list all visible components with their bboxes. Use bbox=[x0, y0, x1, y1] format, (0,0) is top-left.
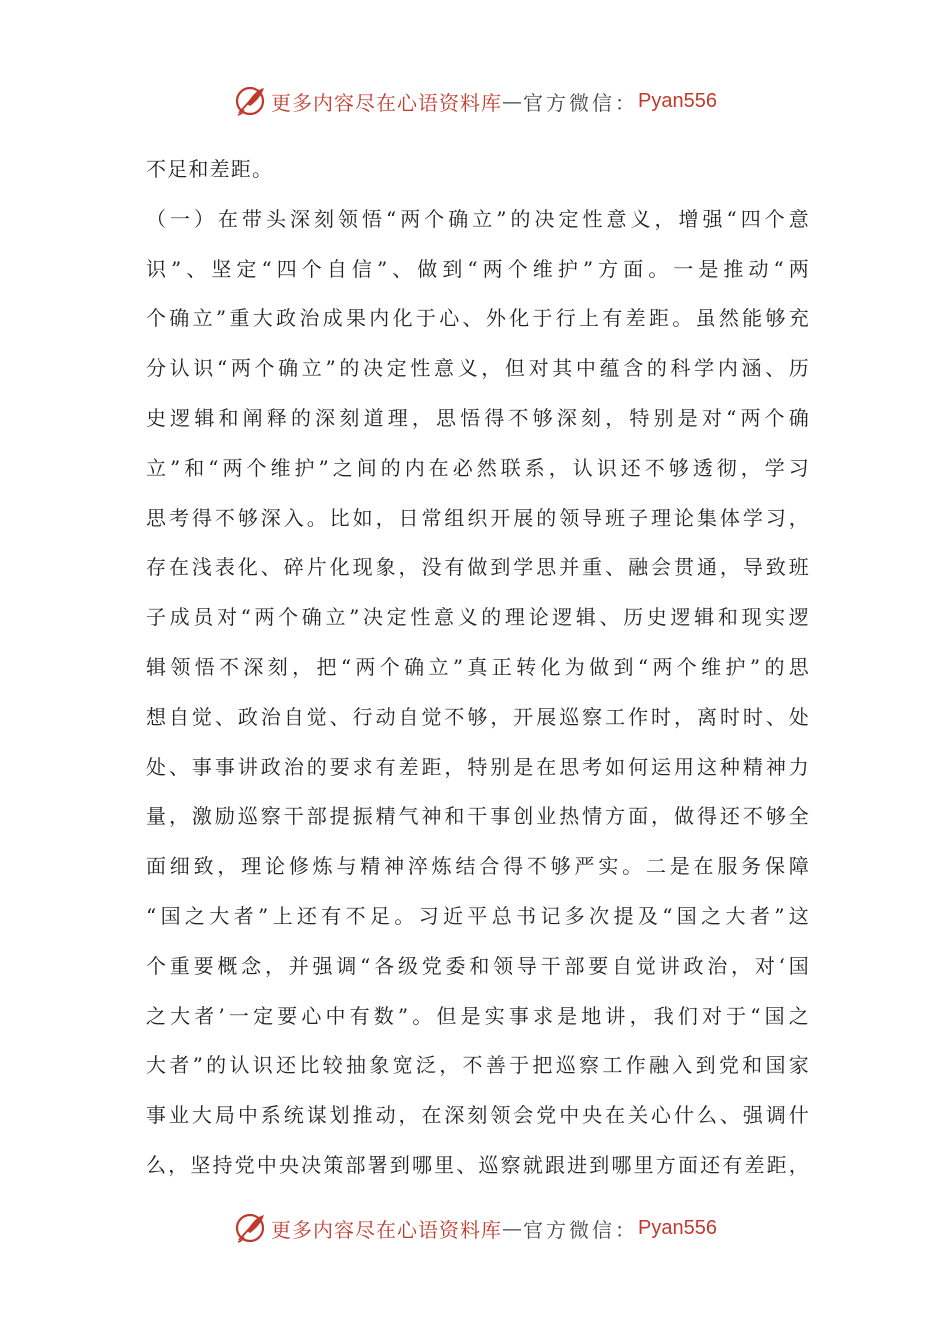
text-line: 思考得不够深入。比如，日常组织开展的领导班子理论集体学习， bbox=[146, 505, 810, 530]
text-line: 事业大局中系统谋划推动，在深刻领会党中央在关心什么、强调什 bbox=[146, 1103, 810, 1128]
quill-logo-icon bbox=[233, 84, 267, 118]
text-line: 辑领悟不深刻，把“两个确立”真正转化为做到“两个维护”的思 bbox=[146, 654, 810, 679]
text-line: 量，激励巡察干部提振精气神和干事创业热情方面，做得还不够全 bbox=[146, 804, 810, 829]
text-line: 识”、坚定“四个自信”、做到“两个维护”方面。一是推动“两 bbox=[146, 256, 810, 281]
text-line: 么，坚持党中央决策部署到哪里、巡察就跟进到哪里方面还有差距， bbox=[146, 1152, 810, 1177]
header-banner bbox=[0, 84, 950, 118]
library-name: 更多内容尽在心语资料库 bbox=[271, 90, 503, 115]
text-line: 处、事事讲政治的要求有差距，特别是在思考如何运用这种精神力 bbox=[146, 754, 810, 779]
wechat-id: Pyan556 bbox=[638, 1216, 717, 1239]
footer-banner bbox=[0, 1211, 950, 1245]
wechat-label: 官方微信： bbox=[523, 90, 639, 115]
text-line: 之大者’一定要心中有数”。但是实事求是地讲，我们对于“国之 bbox=[146, 1003, 810, 1028]
wechat-label: 官方微信： bbox=[523, 1217, 639, 1242]
text-line: 立”和“两个维护”之间的内在必然联系，认识还不够透彻，学习 bbox=[146, 455, 810, 480]
text-line: “国之大者”上还有不足。习近平总书记多次提及“国之大者”这 bbox=[146, 903, 810, 928]
document-body bbox=[146, 145, 810, 1191]
text-line: 存在浅表化、碎片化现象，没有做到学思并重、融会贯通，导致班 bbox=[146, 555, 810, 580]
text-line: 面细致，理论修炼与精神淬炼结合得不够严实。二是在服务保障 bbox=[146, 854, 810, 879]
wechat-id: Pyan556 bbox=[638, 89, 717, 112]
text-line: 个重要概念，并强调“各级党委和领导干部要自觉讲政治，对‘国 bbox=[146, 953, 810, 978]
text-line: （一）在带头深刻领悟“两个确立”的决定性意义，增强“四个意 bbox=[146, 206, 810, 231]
library-name: 更多内容尽在心语资料库 bbox=[271, 1217, 503, 1242]
banner-separator: — bbox=[502, 1216, 524, 1240]
text-line: 想自觉、政治自觉、行动自觉不够，开展巡察工作时，离时时、处 bbox=[146, 704, 810, 729]
text-line: 大者”的认识还比较抽象宽泛，不善于把巡察工作融入到党和国家 bbox=[146, 1053, 810, 1078]
banner-separator: — bbox=[502, 89, 524, 113]
text-line: 史逻辑和阐释的深刻道理，思悟得不够深刻，特别是对“两个确 bbox=[146, 405, 810, 430]
text-line: 分认识“两个确立”的决定性意义，但对其中蕴含的科学内涵、历 bbox=[146, 356, 810, 381]
text-line: 个确立”重大政治成果内化于心、外化于行上有差距。虽然能够充 bbox=[146, 306, 810, 331]
text-line: 子成员对“两个确立”决定性意义的理论逻辑、历史逻辑和现实逻 bbox=[146, 605, 810, 630]
quill-logo-icon bbox=[233, 1211, 267, 1245]
text-line: 不足和差距。 bbox=[146, 157, 274, 181]
